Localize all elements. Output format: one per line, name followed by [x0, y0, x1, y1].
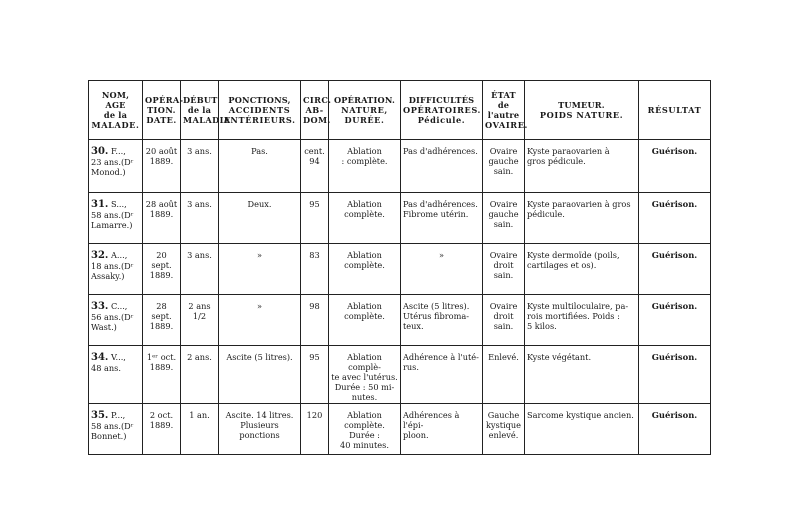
cell-date	[143, 295, 181, 346]
tumor-description: Kyste multiloculaire, pa- rois mortifiées. Poids : 5 kilos.	[527, 301, 629, 331]
cell-ponctions	[219, 295, 301, 346]
header-main: ÉTAT de l'autre	[487, 90, 520, 120]
abdominal-circumference: 120	[306, 410, 323, 420]
header-sub: OPÉRA- TION. DATE.	[145, 95, 184, 125]
header-sub: ACCIDENTS ANTÉRIEURS.	[223, 105, 296, 125]
abdominal-circumference: 98	[309, 301, 320, 311]
result: Guérison.	[651, 352, 698, 362]
cell-debut	[181, 244, 219, 295]
cell-operation	[329, 244, 401, 295]
cell-difficultes	[401, 193, 483, 244]
cell-date	[143, 404, 181, 455]
operative-difficulties: Adhérences à l'épi- ploon.	[403, 410, 460, 440]
cell-resultat	[639, 140, 711, 193]
disease-onset: 1 an.	[189, 410, 210, 420]
cell-operation	[329, 295, 401, 346]
header-circ	[301, 81, 332, 140]
disease-onset: 3 ans.	[187, 250, 212, 260]
header-sub: MALADIE	[183, 115, 231, 125]
tumor-description: Kyste végétant.	[527, 352, 592, 362]
other-ovary-state: Ovaire droit sain.	[489, 250, 518, 280]
header-main: DÉBUT de la	[183, 95, 218, 115]
cell-difficultes	[401, 140, 483, 193]
header-sub: POIDS NATURE.	[539, 110, 624, 120]
header-sub: CIRC. AB- DOM.	[303, 95, 332, 125]
operative-difficulties: Pas d'adhérences.	[403, 146, 478, 156]
tumor-description: Sarcome kystique ancien.	[527, 410, 634, 420]
cell-circ	[301, 404, 329, 455]
header-main: DIFFICULTÉS	[408, 95, 475, 105]
cell-resultat	[639, 346, 711, 404]
cell-circ	[301, 244, 329, 295]
disease-onset: 2 ans.	[187, 352, 212, 362]
table-row	[89, 346, 711, 404]
other-ovary-state: Gauche kystique enlevé.	[485, 410, 522, 440]
ponctions: »	[256, 301, 262, 311]
header-tumeur	[525, 81, 639, 140]
tumor-description: Kyste dermoïde (poils, cartilages et os).	[527, 250, 620, 270]
cell-tumeur	[525, 193, 639, 244]
case-table	[88, 80, 711, 455]
cell-etat	[483, 404, 525, 455]
cell-date	[143, 140, 181, 193]
cell-debut	[181, 140, 219, 193]
header-sub: OVAIRE.	[485, 120, 528, 130]
operation-date: 20 sept. 1889.	[149, 250, 174, 280]
header-date	[143, 81, 184, 140]
cell-tumeur	[525, 244, 639, 295]
cell-debut	[181, 295, 219, 346]
case-number: 32.	[91, 250, 109, 261]
operative-difficulties: Adhérence à l'uté- rus.	[403, 352, 479, 372]
cell-ponctions	[219, 346, 301, 404]
patient-name: S..., 58 ans.(Dʳ Lamarre.)	[91, 199, 134, 230]
header-main: PONCTIONS,	[228, 95, 291, 105]
header-sub: NATURE, DURÉE.	[341, 105, 388, 125]
cell-difficultes	[401, 295, 483, 346]
operation-nature: Ablation complète.	[344, 301, 385, 321]
header-etat	[483, 81, 528, 140]
cell-difficultes	[401, 346, 483, 404]
cell-name	[89, 193, 143, 244]
case-number: 31.	[91, 199, 109, 210]
cell-date	[143, 193, 181, 244]
cell-tumeur	[525, 295, 639, 346]
cell-circ	[301, 346, 329, 404]
other-ovary-state: Enlevé.	[488, 352, 519, 362]
header-ponctions	[219, 81, 301, 140]
other-ovary-state: Ovaire gauche sain.	[488, 199, 519, 229]
cell-operation	[329, 140, 401, 193]
operative-difficulties: »	[438, 250, 444, 260]
header-resultat	[639, 81, 711, 140]
cell-circ	[301, 295, 329, 346]
tumor-description: Kyste paraovarien à gros pédicule.	[527, 146, 610, 166]
cell-name	[89, 346, 143, 404]
patient-name: C..., 56 ans.(Dʳ Wast.)	[91, 301, 134, 332]
ponctions: Deux.	[247, 199, 272, 209]
operation-nature: Ablation complète.	[344, 250, 385, 270]
operation-date: 2 oct. 1889.	[149, 410, 174, 430]
header-sub: OPÉRATOIRES. Pédicule.	[403, 105, 482, 125]
cell-ponctions	[219, 193, 301, 244]
table-row	[89, 295, 711, 346]
operation-date: 28 sept. 1889.	[149, 301, 174, 331]
operation-date: 1ᵉʳ oct. 1889.	[146, 352, 177, 372]
header-difficultes	[401, 81, 483, 140]
cell-tumeur	[525, 140, 639, 193]
header-sub: MALADE.	[91, 120, 140, 130]
result: Guérison.	[651, 146, 698, 156]
result: Guérison.	[651, 410, 698, 420]
case-number: 33.	[91, 301, 109, 312]
cell-etat	[483, 193, 525, 244]
operative-difficulties: Pas d'adhérences. Fibrome utérin.	[403, 199, 478, 219]
abdominal-circumference: 95	[309, 199, 320, 209]
disease-onset: 2 ans 1/2	[188, 301, 211, 321]
header-main: NOM, AGE de la	[101, 90, 130, 120]
abdominal-circumference: 95	[309, 352, 320, 362]
cell-operation	[329, 346, 401, 404]
cell-date	[143, 244, 181, 295]
case-number: 30.	[91, 146, 109, 157]
patient-name: F..., 23 ans.(Dʳ Monod.)	[91, 146, 134, 177]
other-ovary-state: Ovaire droit sain.	[489, 301, 518, 331]
cell-name	[89, 244, 143, 295]
tumor-description: Kyste paraovarien à gros pédicule.	[527, 199, 631, 219]
cell-etat	[483, 346, 525, 404]
cell-circ	[301, 193, 329, 244]
ponctions: »	[256, 250, 262, 260]
cell-date	[143, 346, 181, 404]
cell-etat	[483, 295, 525, 346]
case-table-page	[88, 80, 710, 450]
cell-name	[89, 404, 143, 455]
cell-tumeur	[525, 404, 639, 455]
header-sub: RÉSULTAT	[647, 105, 702, 115]
cell-difficultes	[401, 404, 483, 455]
cell-debut	[181, 193, 219, 244]
cell-name	[89, 295, 143, 346]
header-debut	[181, 81, 231, 140]
operative-difficulties: Ascite (5 litres). Utérus fibroma- teux.	[403, 301, 470, 331]
ponctions: Ascite. 14 litres. Plusieurs ponctions	[225, 410, 294, 440]
header-row	[89, 81, 711, 140]
abdominal-circumference: cent. 94	[304, 146, 325, 166]
disease-onset: 3 ans.	[187, 199, 212, 209]
case-number: 34.	[91, 352, 109, 363]
cell-debut	[181, 404, 219, 455]
result: Guérison.	[651, 199, 698, 209]
table-row	[89, 404, 711, 455]
cell-resultat	[639, 295, 711, 346]
other-ovary-state: Ovaire gauche sain.	[488, 146, 519, 176]
cell-debut	[181, 346, 219, 404]
cell-circ	[301, 140, 329, 193]
cell-ponctions	[219, 404, 301, 455]
patient-name: A..., 18 ans.(Dʳ Assaky.)	[91, 250, 134, 281]
result: Guérison.	[651, 301, 698, 311]
table-row	[89, 244, 711, 295]
table-row	[89, 140, 711, 193]
cell-resultat	[639, 404, 711, 455]
header-name	[89, 81, 143, 140]
cell-resultat	[639, 193, 711, 244]
cell-ponctions	[219, 244, 301, 295]
cell-ponctions	[219, 140, 301, 193]
operation-nature: Ablation complète. Durée : 40 minutes.	[340, 410, 389, 450]
abdominal-circumference: 83	[309, 250, 320, 260]
case-number: 35.	[91, 410, 109, 421]
patient-name: P..., 58 ans.(Dʳ Bonnet.)	[91, 410, 134, 441]
cell-resultat	[639, 244, 711, 295]
cell-tumeur	[525, 346, 639, 404]
header-operation	[329, 81, 401, 140]
operation-date: 20 août 1889.	[145, 146, 178, 166]
cell-difficultes	[401, 244, 483, 295]
operation-nature: Ablation : complète.	[341, 146, 388, 166]
header-main: OPÉRATION.	[333, 95, 396, 105]
cell-etat	[483, 140, 525, 193]
ponctions: Pas.	[251, 146, 268, 156]
operation-nature: Ablation complè- te avec l'utérus. Durée : 50 mi- nutes.	[331, 352, 398, 402]
result: Guérison.	[651, 250, 698, 260]
cell-name	[89, 140, 143, 193]
header-main: TUMEUR.	[558, 100, 605, 110]
operation-nature: Ablation complète.	[344, 199, 385, 219]
cell-etat	[483, 244, 525, 295]
patient-name: V..., 48 ans.	[91, 352, 126, 373]
operation-date: 28 août 1889.	[145, 199, 178, 219]
cell-operation	[329, 404, 401, 455]
table-row	[89, 193, 711, 244]
disease-onset: 3 ans.	[187, 146, 212, 156]
ponctions: Ascite (5 litres).	[226, 352, 293, 362]
cell-operation	[329, 193, 401, 244]
